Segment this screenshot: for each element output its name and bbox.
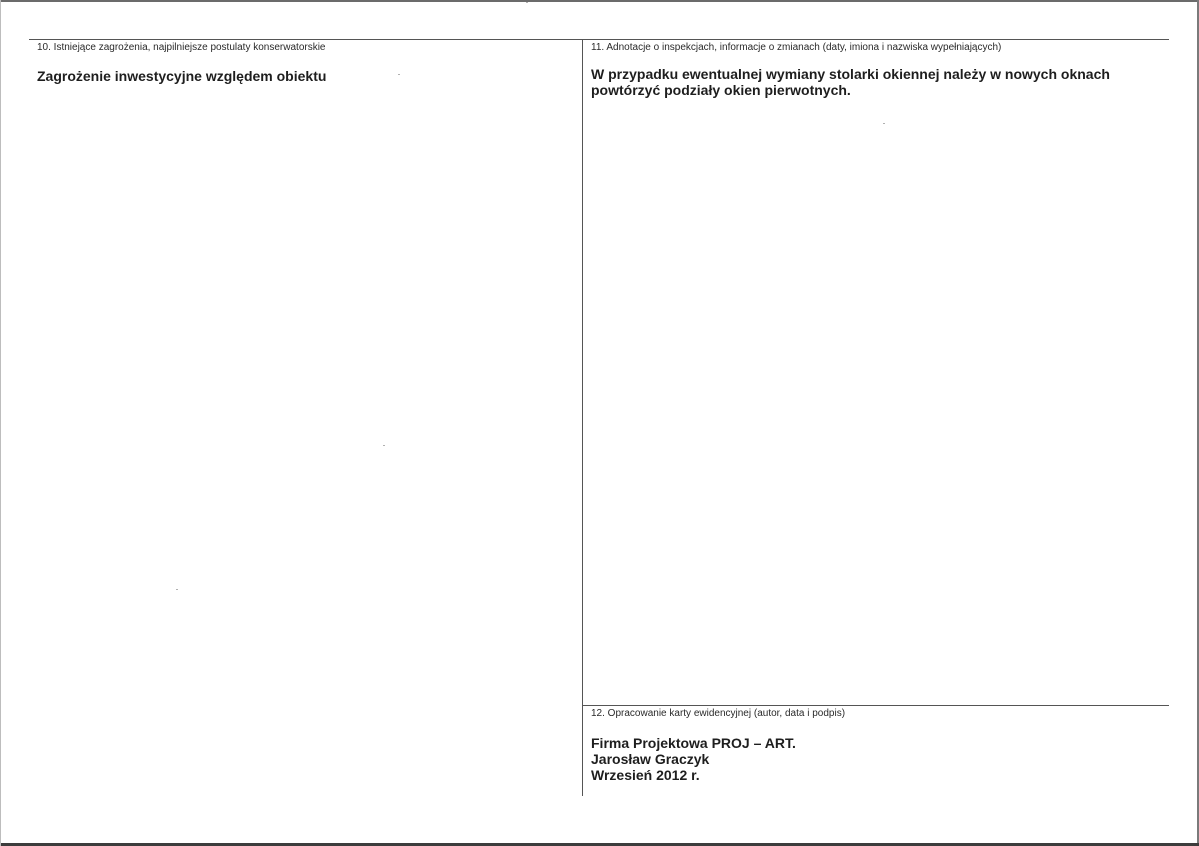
scan-speck	[176, 589, 178, 590]
scan-speck	[883, 123, 885, 124]
section10-text-line: Zagrożenie inwestycyjne względem obiektu	[37, 68, 327, 84]
section12-text	[591, 735, 796, 783]
column-divider	[582, 39, 583, 796]
section12-company: Firma Projektowa PROJ – ART.	[591, 735, 796, 751]
scan-speck	[398, 74, 400, 75]
scan-speck	[526, 2, 528, 3]
section11-text-line-1: W przypadku ewentualnej wymiany stolarki okiennej należy w nowych oknach	[591, 66, 1110, 82]
scan-edge-top	[0, 0, 1199, 2]
section10-text	[37, 68, 326, 84]
section12-rule	[582, 705, 1169, 706]
scan-speck	[383, 445, 385, 446]
section11-text-line-2: powtórzyć podziały okien pierwotnych.	[591, 82, 851, 98]
section11-text	[591, 66, 1110, 98]
top-rule	[29, 39, 1169, 40]
section12-date: Wrzesień 2012 r.	[591, 767, 700, 783]
scan-edge-left	[0, 0, 1, 846]
section12-label: 12. Opracowanie karty ewidencyjnej (autor, data i podpis)	[591, 708, 846, 719]
section12-author: Jarosław Graczyk	[591, 751, 710, 767]
section11-label: 11. Adnotacje o inspekcjach, informacje o zmianach (daty, imiona i nazwiska wypełniających)	[591, 42, 1002, 53]
section10-label: 10. Istniejące zagrożenia, najpilniejsze postulaty konserwatorskie	[37, 42, 326, 53]
